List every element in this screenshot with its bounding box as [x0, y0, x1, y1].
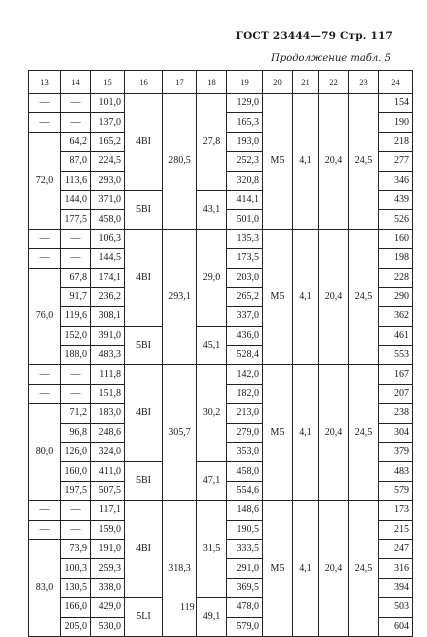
table-cell: 160 [379, 229, 413, 248]
table-cell: 579 [379, 481, 413, 500]
table-cell: 478,0 [227, 598, 263, 617]
table-cell: 144,0 [61, 190, 91, 209]
table-cell: 91,7 [61, 287, 91, 306]
table-cell: 167 [379, 365, 413, 384]
table-cell: 27,8 [197, 94, 227, 191]
table-cell: 64,2 [61, 132, 91, 151]
table-cell: 318,3 [163, 501, 197, 637]
table-cell: 238 [379, 404, 413, 423]
table-cell: 100,3 [61, 559, 91, 578]
table-cell: 362 [379, 307, 413, 326]
table-cell: — [61, 501, 91, 520]
table-cell: 346 [379, 171, 413, 190]
column-header: 20 [263, 71, 293, 94]
table-cell: 182,0 [227, 384, 263, 403]
table-cell: 369,5 [227, 578, 263, 597]
table-cell: 190 [379, 113, 413, 132]
table-cell: 144,5 [91, 249, 125, 268]
document-header: ГОСТ 23444—79 Стр. 117 [235, 30, 393, 42]
table-row [29, 94, 413, 113]
table-cell: 252,3 [227, 152, 263, 171]
table-cell: — [29, 113, 61, 132]
table-cell: — [29, 520, 61, 539]
table-cell: 259,3 [91, 559, 125, 578]
table-cell: 291,0 [227, 559, 263, 578]
column-header: 17 [163, 71, 197, 94]
column-header: 14 [61, 71, 91, 94]
table-cell: 24,5 [349, 229, 379, 365]
table-cell: 83,0 [29, 539, 61, 636]
table-cell: М5 [263, 365, 293, 501]
table-body [29, 94, 413, 637]
table-cell: 579,0 [227, 617, 263, 636]
table-cell: 304 [379, 423, 413, 442]
table-cell: 166,0 [61, 598, 91, 617]
table-cell: 174,1 [91, 268, 125, 287]
table-cell: 73,9 [61, 539, 91, 558]
table-cell: 338,0 [91, 578, 125, 597]
table-cell: 106,3 [91, 229, 125, 248]
table-cell: 277 [379, 152, 413, 171]
table-cell: 130,5 [61, 578, 91, 597]
table-container [28, 70, 409, 637]
table-cell: 129,0 [227, 94, 263, 113]
table-cell: 71,2 [61, 404, 91, 423]
table-cell: 43,1 [197, 190, 227, 229]
table-row [29, 229, 413, 248]
table-cell: — [61, 229, 91, 248]
table-cell: — [61, 365, 91, 384]
table-cell: 316 [379, 559, 413, 578]
table-cell: 190,5 [227, 520, 263, 539]
table-cell: — [61, 384, 91, 403]
table-cell: 503 [379, 598, 413, 617]
table-cell: 353,0 [227, 443, 263, 462]
page-number: 119 [180, 602, 195, 613]
table-cell: 5ВI [125, 326, 163, 365]
table-cell: 228 [379, 268, 413, 287]
table-cell: 24,5 [349, 94, 379, 230]
column-header: 21 [293, 71, 319, 94]
table-cell: 24,5 [349, 501, 379, 637]
table-cell: 501,0 [227, 210, 263, 229]
table-cell: — [29, 249, 61, 268]
table-cell: 148,6 [227, 501, 263, 520]
table-cell: М5 [263, 94, 293, 230]
table-cell: 483 [379, 462, 413, 481]
table-cell: 101,0 [91, 94, 125, 113]
table-cell: 483,3 [91, 346, 125, 365]
column-header: 19 [227, 71, 263, 94]
table-cell: 290 [379, 287, 413, 306]
table-cell: 159,0 [91, 520, 125, 539]
table-cell: 198 [379, 249, 413, 268]
table-cell: 177,5 [61, 210, 91, 229]
table-cell: 305,7 [163, 365, 197, 501]
table-cell: 24,5 [349, 365, 379, 501]
table-cell: — [29, 94, 61, 113]
table-cell: — [61, 113, 91, 132]
table-cell: 142,0 [227, 365, 263, 384]
table-cell: 31,5 [197, 501, 227, 598]
table-cell: 76,0 [29, 268, 61, 365]
table-cell: 213,0 [227, 404, 263, 423]
table-cell: 126,0 [61, 443, 91, 462]
table-cell: 20,4 [319, 501, 349, 637]
table-cell: 111,8 [91, 365, 125, 384]
table-cell: 160,0 [61, 462, 91, 481]
table-cell: 4,1 [293, 229, 319, 365]
table-cell: 45,1 [197, 326, 227, 365]
table-cell: — [61, 249, 91, 268]
table-cell: 333,5 [227, 539, 263, 558]
table-cell: 87,0 [61, 152, 91, 171]
table-cell: 429,0 [91, 598, 125, 617]
table-cell: — [29, 229, 61, 248]
table-cell: 154 [379, 94, 413, 113]
table-cell: 30,2 [197, 365, 227, 462]
table-cell: 197,5 [61, 481, 91, 500]
table-cell: 293,0 [91, 171, 125, 190]
table-cell: 49,1 [197, 598, 227, 637]
table-cell: 119,6 [61, 307, 91, 326]
table-cell: 29,0 [197, 229, 227, 326]
column-header: 15 [91, 71, 125, 94]
table-cell: 96,8 [61, 423, 91, 442]
table-cell: 324,0 [91, 443, 125, 462]
table-cell: 604 [379, 617, 413, 636]
table-header-row [29, 71, 413, 94]
table-cell: 4ВI [125, 365, 163, 462]
table-cell: 188,0 [61, 346, 91, 365]
table-cell: 308,1 [91, 307, 125, 326]
table-cell: 72,0 [29, 132, 61, 229]
column-header: 18 [197, 71, 227, 94]
column-header: 24 [379, 71, 413, 94]
table-cell: 137,0 [91, 113, 125, 132]
table-cell: 4,1 [293, 501, 319, 637]
table-cell: 67,8 [61, 268, 91, 287]
table-cell: 4ВI [125, 94, 163, 191]
table-cell: 215 [379, 520, 413, 539]
table-cell: 165,3 [227, 113, 263, 132]
table-cell: 458,0 [227, 462, 263, 481]
table-cell: 135,3 [227, 229, 263, 248]
table-cell: 439 [379, 190, 413, 209]
table-cell: 173 [379, 501, 413, 520]
table-cell: 553 [379, 346, 413, 365]
table-continuation-caption: Продолжение табл. 5 [271, 53, 391, 64]
column-header: 16 [125, 71, 163, 94]
table-cell: 247 [379, 539, 413, 558]
table-cell: 248,6 [91, 423, 125, 442]
table-cell: 224,5 [91, 152, 125, 171]
table-cell: 151,8 [91, 384, 125, 403]
table-cell: 411,0 [91, 462, 125, 481]
table-cell: 436,0 [227, 326, 263, 345]
table-cell: 371,0 [91, 190, 125, 209]
table-cell: 193,0 [227, 132, 263, 151]
table-cell: 173,5 [227, 249, 263, 268]
table-cell: 461 [379, 326, 413, 345]
table-cell: 113,6 [61, 171, 91, 190]
table-cell: 218 [379, 132, 413, 151]
table-cell: 280,5 [163, 94, 197, 230]
table-cell: 236,2 [91, 287, 125, 306]
table-cell: 4ВI [125, 501, 163, 598]
table-cell: 4,1 [293, 365, 319, 501]
table-cell: 20,4 [319, 365, 349, 501]
table-cell: 4,1 [293, 94, 319, 230]
table-cell: 4ВI [125, 229, 163, 326]
table-cell: 528,4 [227, 346, 263, 365]
table-cell: — [29, 384, 61, 403]
table-cell: 203,0 [227, 268, 263, 287]
column-header: 22 [319, 71, 349, 94]
table-cell: 165,2 [91, 132, 125, 151]
table-cell: 379 [379, 443, 413, 462]
table-cell: — [61, 520, 91, 539]
table-cell: 80,0 [29, 404, 61, 501]
table-cell: 207 [379, 384, 413, 403]
table-cell: 507,5 [91, 481, 125, 500]
table-cell: М5 [263, 501, 293, 637]
table-cell: — [29, 501, 61, 520]
table-cell: 458,0 [91, 210, 125, 229]
table-cell: — [61, 94, 91, 113]
table-cell: 5ВI [125, 190, 163, 229]
data-table [28, 70, 413, 637]
table-cell: 265,2 [227, 287, 263, 306]
table-cell: 320,8 [227, 171, 263, 190]
table-cell: 5ВI [125, 462, 163, 501]
table-cell: 293,1 [163, 229, 197, 365]
table-row [29, 501, 413, 520]
table-cell: 183,0 [91, 404, 125, 423]
table-cell: 20,4 [319, 94, 349, 230]
table-cell: 20,4 [319, 229, 349, 365]
table-cell: 394 [379, 578, 413, 597]
column-header: 23 [349, 71, 379, 94]
table-cell: 5LI [125, 598, 163, 637]
table-cell: 554,6 [227, 481, 263, 500]
table-cell: 47,1 [197, 462, 227, 501]
table-cell: 152,0 [61, 326, 91, 345]
table-cell: М5 [263, 229, 293, 365]
table-cell: 205,0 [61, 617, 91, 636]
table-cell: 117,1 [91, 501, 125, 520]
table-cell: 337,0 [227, 307, 263, 326]
column-header: 13 [29, 71, 61, 94]
table-cell: — [29, 365, 61, 384]
table-cell: 191,0 [91, 539, 125, 558]
table-row [29, 365, 413, 384]
table-cell: 279,0 [227, 423, 263, 442]
table-cell: 414,1 [227, 190, 263, 209]
table-cell: 391,0 [91, 326, 125, 345]
table-cell: 530,0 [91, 617, 125, 636]
table-cell: 526 [379, 210, 413, 229]
